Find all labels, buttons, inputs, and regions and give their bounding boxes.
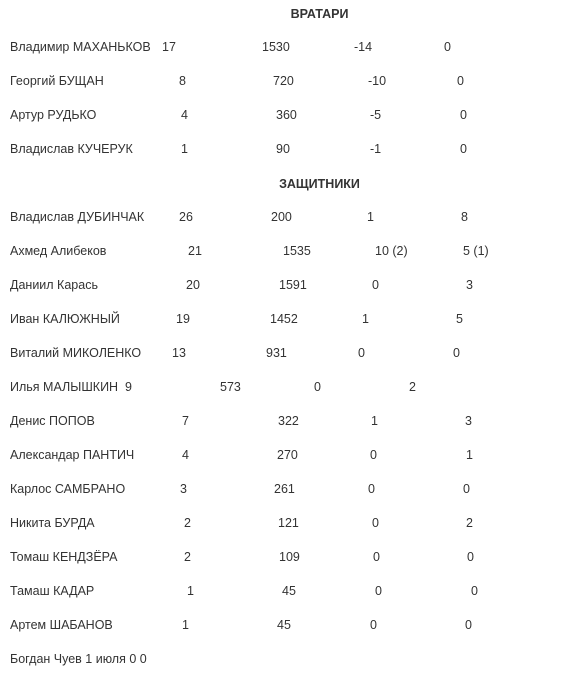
- player-assists: 0: [453, 346, 460, 360]
- player-assists: 1: [466, 448, 473, 462]
- table-row: [0, 550, 581, 568]
- player-assists: 0: [460, 108, 467, 122]
- player-name: Карлос САМБРАНО: [10, 482, 126, 496]
- section-heading-defenders: ЗАЩИТНИКИ: [279, 177, 360, 191]
- player-assists: 0: [465, 618, 472, 632]
- table-row: [0, 40, 581, 58]
- player-goals: 0: [314, 380, 321, 394]
- player-assists: 0: [444, 40, 451, 54]
- table-row: [0, 516, 581, 534]
- table-row: [0, 142, 581, 160]
- player-goals: 0: [370, 448, 377, 462]
- player-goals: 0: [375, 584, 382, 598]
- player-goals: -14: [354, 40, 373, 54]
- player-assists: 8: [461, 210, 468, 224]
- player-name: Георгий БУЩАН: [10, 74, 104, 88]
- table-row: [0, 482, 581, 500]
- player-goals: -10: [368, 74, 387, 88]
- player-goals: 1: [367, 210, 374, 224]
- player-games: 3: [180, 482, 187, 496]
- table-row: [0, 74, 581, 92]
- player-games: 17: [162, 40, 176, 54]
- player-games: 13: [172, 346, 186, 360]
- player-assists: 3: [465, 414, 472, 428]
- player-games: 20: [186, 278, 200, 292]
- player-games: 2: [184, 550, 191, 564]
- player-assists: 0: [460, 142, 467, 156]
- player-name: Ахмед Алибеков: [10, 244, 107, 258]
- player-assists: 5 (1): [463, 244, 489, 258]
- table-row: [0, 584, 581, 602]
- player-minutes: 1452: [270, 312, 298, 326]
- player-games: 26: [179, 210, 193, 224]
- player-name: Никита БУРДА: [10, 516, 95, 530]
- player-name: Владимир МАХАНЬКОВ: [10, 40, 151, 54]
- table-row: [0, 278, 581, 296]
- player-assists: 0: [463, 482, 470, 496]
- player-goals: 0: [372, 278, 379, 292]
- player-minutes: 1591: [279, 278, 307, 292]
- table-row: [0, 380, 581, 398]
- player-minutes: 45: [277, 618, 291, 632]
- player-goals: 0: [373, 550, 380, 564]
- player-name: Владислав КУЧЕРУК: [10, 142, 133, 156]
- player-goals: 0: [370, 618, 377, 632]
- player-minutes: 200: [271, 210, 292, 224]
- table-row: [0, 448, 581, 466]
- player-games: 8: [179, 74, 186, 88]
- player-name: Илья МАЛЫШКИН: [10, 380, 119, 394]
- table-row: [0, 618, 581, 636]
- player-assists: 0: [457, 74, 464, 88]
- player-goals: -1: [370, 142, 382, 156]
- player-games: 1: [182, 618, 189, 632]
- table-row: [0, 346, 581, 364]
- player-assists: 0: [471, 584, 478, 598]
- table-row: [0, 414, 581, 432]
- player-games: 1: [187, 584, 194, 598]
- player-goals: 1: [362, 312, 369, 326]
- player-minutes: 360: [276, 108, 297, 122]
- player-name: Тамаш КАДАР: [10, 584, 95, 598]
- player-minutes: 322: [278, 414, 299, 428]
- table-row: [0, 108, 581, 126]
- player-minutes: 270: [277, 448, 298, 462]
- player-goals: 10 (2): [375, 244, 408, 258]
- player-games: 9: [125, 380, 132, 394]
- table-row: [0, 210, 581, 228]
- player-minutes: 931: [266, 346, 287, 360]
- player-minutes: 45: [282, 584, 296, 598]
- player-assists: 2: [409, 380, 416, 394]
- player-name: Денис ПОПОВ: [10, 414, 95, 428]
- player-name: Артем ШАБАНОВ: [10, 618, 113, 632]
- player-goals: -5: [370, 108, 382, 122]
- table-row: [0, 244, 581, 262]
- player-name: Александар ПАНТИЧ: [10, 448, 135, 462]
- player-games: 4: [182, 448, 189, 462]
- player-goals: 0: [358, 346, 365, 360]
- player-assists: 5: [456, 312, 463, 326]
- player-name: Виталий МИКОЛЕНКО: [10, 346, 142, 360]
- player-minutes: 261: [274, 482, 295, 496]
- player-assists: 2: [466, 516, 473, 530]
- player-games: 2: [184, 516, 191, 530]
- player-games: 7: [182, 414, 189, 428]
- player-minutes: 1530: [262, 40, 290, 54]
- player-goals: 0: [368, 482, 375, 496]
- player-games: 4: [181, 108, 188, 122]
- player-games: 21: [188, 244, 202, 258]
- section-heading-goalkeepers: ВРАТАРИ: [290, 7, 349, 21]
- player-games: 19: [176, 312, 190, 326]
- player-goals: 1: [371, 414, 378, 428]
- player-minutes: 121: [278, 516, 299, 530]
- table-row: [0, 312, 581, 330]
- player-minutes: 720: [273, 74, 294, 88]
- player-name: Томаш КЕНДЗЁРА: [10, 550, 118, 564]
- footer-line: Богдан Чуев 1 июля 0 0: [10, 652, 147, 666]
- player-minutes: 109: [279, 550, 300, 564]
- player-name: Владислав ДУБИНЧАК: [10, 210, 145, 224]
- player-minutes: 1535: [283, 244, 311, 258]
- player-goals: 0: [372, 516, 379, 530]
- player-games: 1: [181, 142, 188, 156]
- player-minutes: 573: [220, 380, 241, 394]
- player-name: Даниил Карась: [10, 278, 98, 292]
- player-assists: 3: [466, 278, 473, 292]
- player-name: Артур РУДЬКО: [10, 108, 97, 122]
- player-name: Иван КАЛЮЖНЫЙ: [10, 312, 120, 326]
- player-assists: 0: [467, 550, 474, 564]
- player-minutes: 90: [276, 142, 290, 156]
